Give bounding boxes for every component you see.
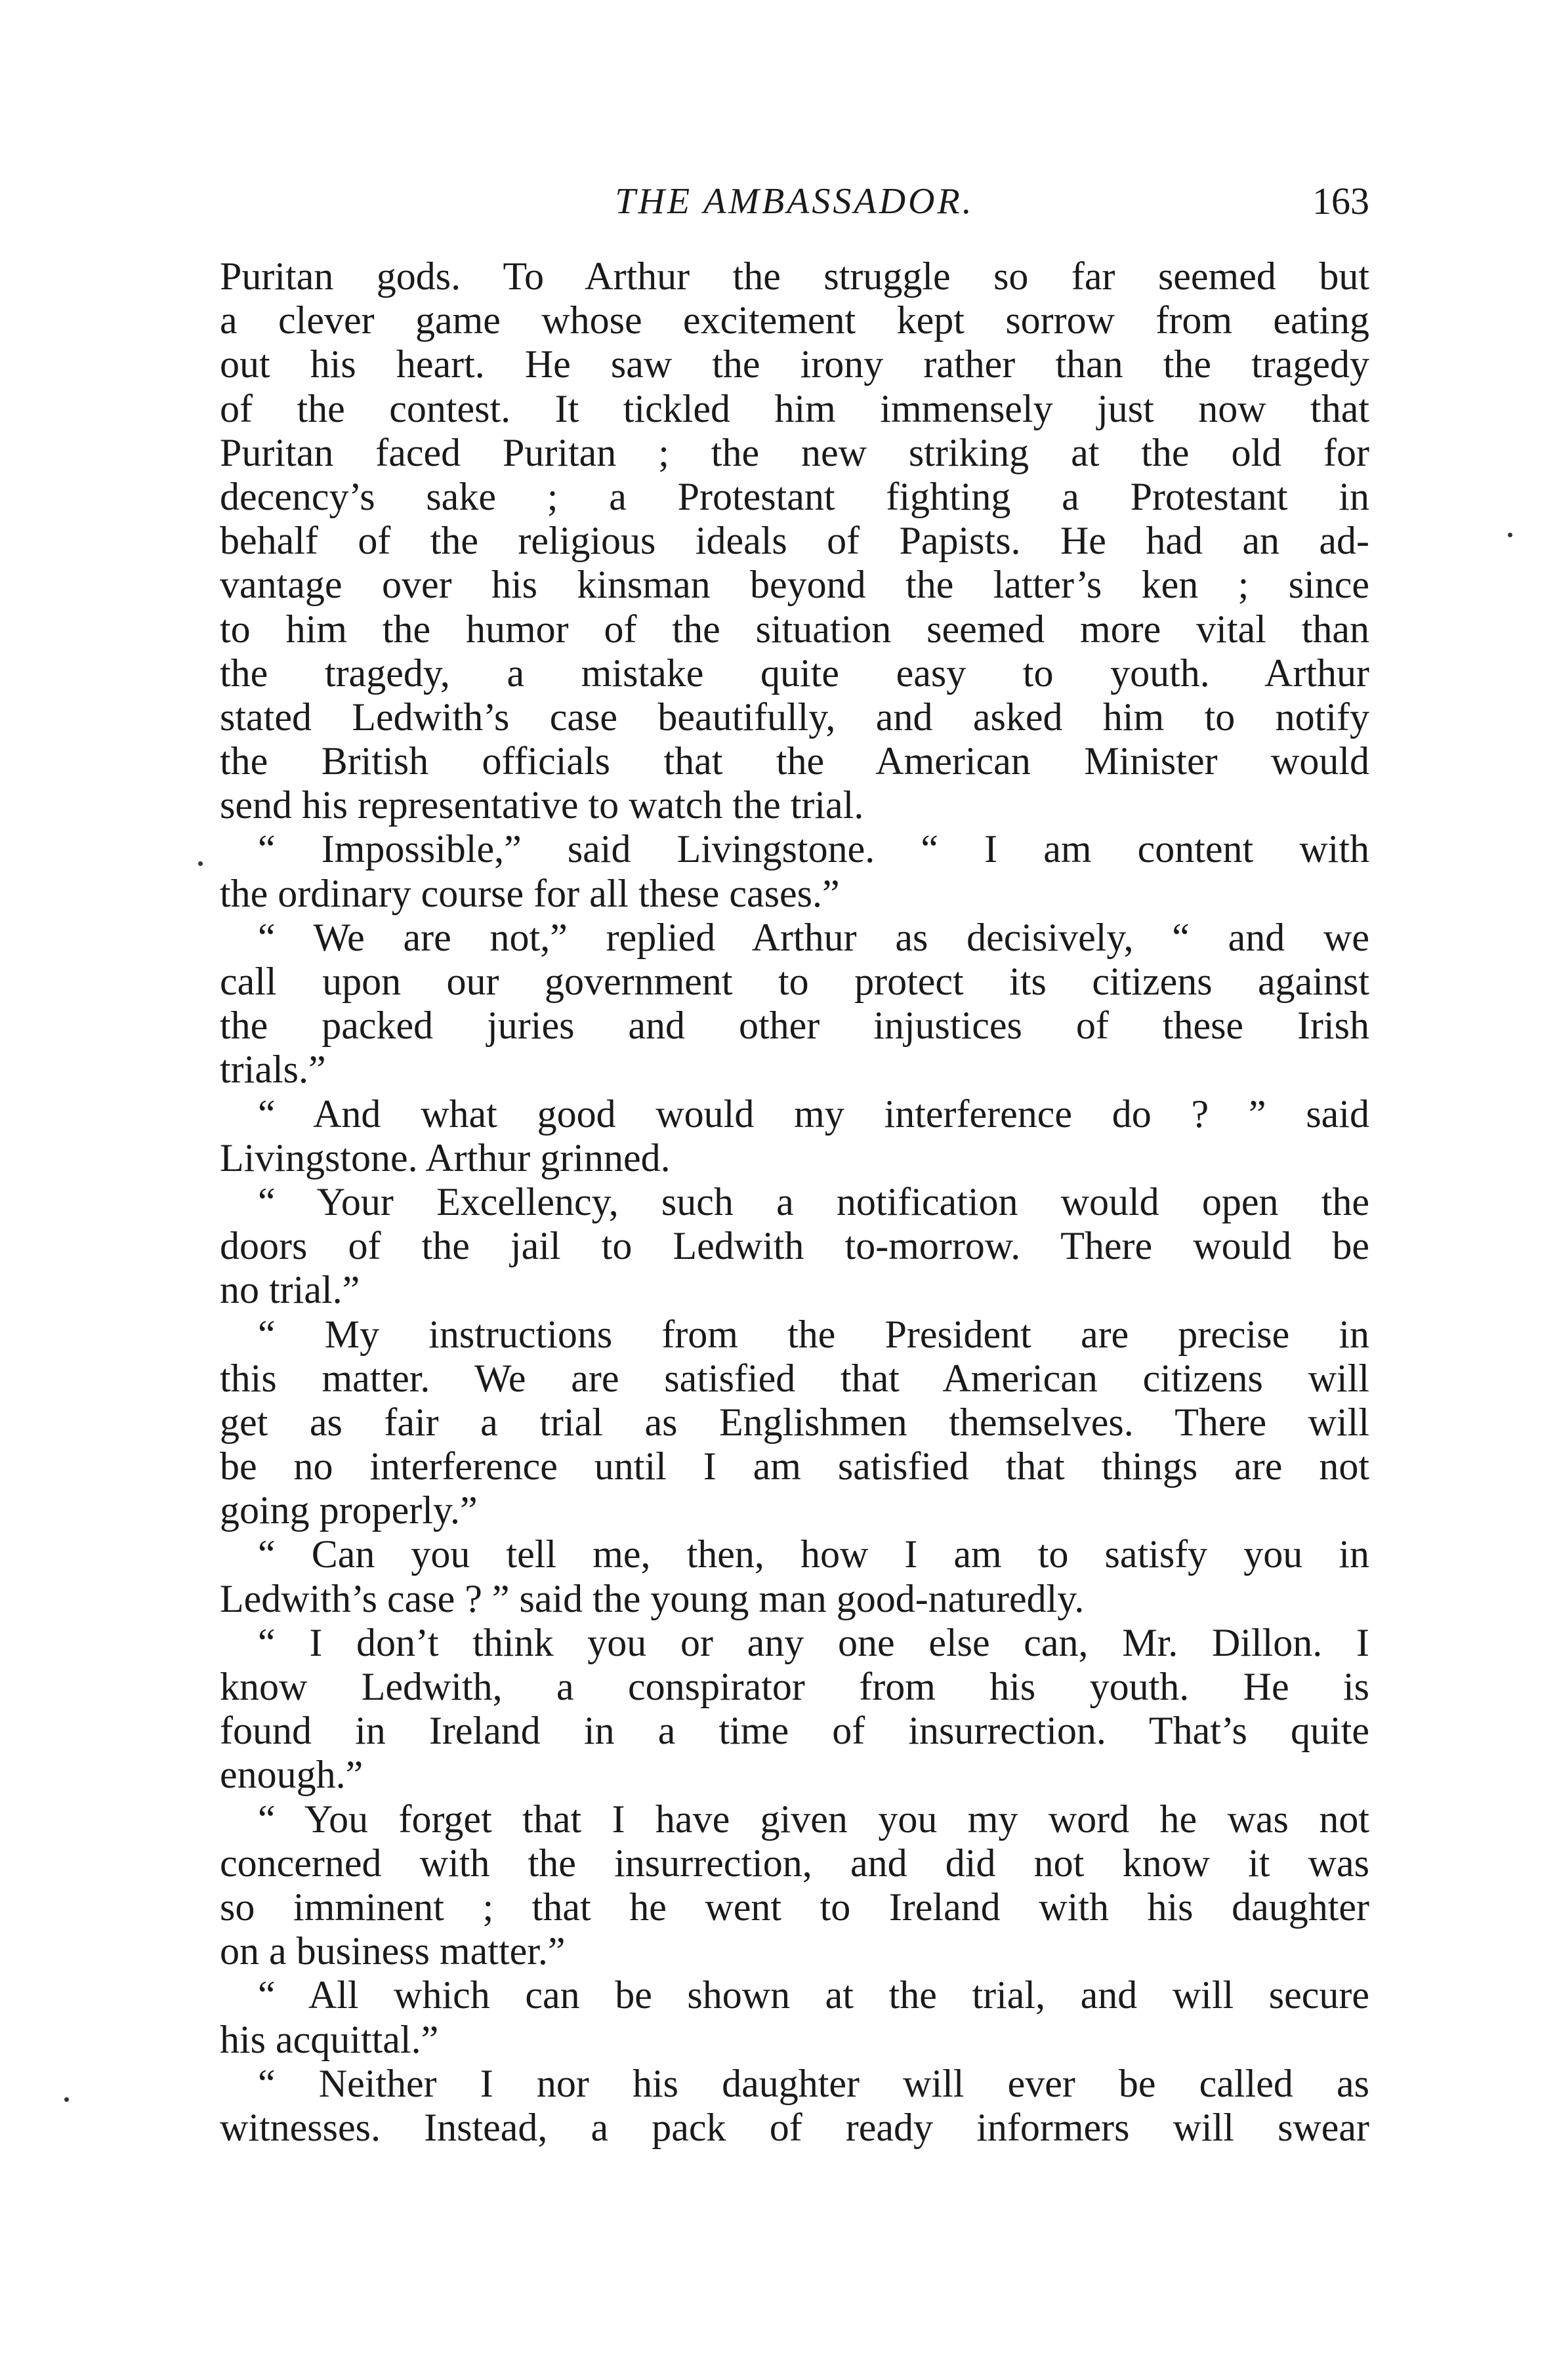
print-speck (64, 2097, 69, 2102)
text-line: decency’s sake ; a Protestant fighting a Protestant in (220, 474, 1369, 518)
text-line: “ My instructions from the President are precise in (258, 1312, 1369, 1356)
text-line: “ Neither I nor his daughter will ever be called as (258, 2061, 1369, 2105)
page-number: 163 (1312, 180, 1369, 222)
text-line: “ Your Excellency, such a notification would open the (258, 1180, 1369, 1223)
text-line: this matter. We are satisfied that American citizens will (220, 1356, 1369, 1400)
text-line: doors of the jail to Ledwith to-morrow. There would be (220, 1224, 1369, 1268)
text-line: get as fair a trial as Englishmen themselves. There will (220, 1400, 1369, 1444)
print-speck (198, 861, 203, 866)
text-line: Livingstone. Arthur grinned. (220, 1136, 671, 1180)
text-line: witnesses. Instead, a pack of ready informers will swear (220, 2105, 1369, 2149)
text-line: “ All which can be shown at the trial, and will secure (258, 1973, 1369, 2017)
text-line: found in Ireland in a time of insurrection. That’s quite (220, 1709, 1369, 1753)
text-line: so imminent ; that he went to Ireland with his daughter (220, 1885, 1369, 1929)
text-line: Puritan gods. To Arthur the struggle so far seemed but (220, 255, 1369, 298)
text-line: out his heart. He saw the irony rather than the tragedy (220, 342, 1369, 386)
text-line: on a business matter.” (220, 1929, 566, 1973)
text-line: trials.” (220, 1048, 326, 1092)
text-line: the ordinary course for all these cases.” (220, 871, 840, 915)
text-line: “ Impossible,” said Livingstone. “ I am content with (258, 827, 1369, 871)
text-line: behalf of the religious ideals of Papists. He had an ad- (220, 519, 1369, 563)
text-line: “ We are not,” replied Arthur as decisively, “ and we (258, 915, 1369, 959)
text-line: the tragedy, a mistake quite easy to youth. Arthur (220, 651, 1369, 695)
text-line: the British officials that the American Minister would (220, 739, 1369, 783)
text-line: “ Can you tell me, then, how I am to satisfy you in (258, 1532, 1369, 1576)
text-line: enough.” (220, 1753, 364, 1797)
text-line: “ And what good would my interference do ? ” said (258, 1092, 1369, 1136)
text-line: vantage over his kinsman beyond the latter’s ken ; since (220, 563, 1369, 607)
running-head (220, 172, 1369, 231)
text-line: going properly.” (220, 1488, 478, 1532)
text-line: call upon our government to protect its citizens against (220, 960, 1369, 1003)
running-title: THE AMBASSADOR. (615, 181, 974, 222)
text-line: a clever game whose excitement kept sorrow from eating (220, 298, 1369, 342)
text-line: send his representative to watch the trial. (220, 783, 864, 827)
text-line: be no interference until I am satisfied that things are not (220, 1445, 1369, 1488)
text-line: “ I don’t think you or any one else can, Mr. Dillon. I (258, 1620, 1369, 1664)
body-text (220, 255, 1369, 2150)
text-line: to him the humor of the situation seemed more vital than (220, 607, 1369, 651)
text-line: the packed juries and other injustices of these Irish (220, 1004, 1369, 1048)
text-line: concerned with the insurrection, and did not know it was (220, 1841, 1369, 1885)
print-speck (1508, 533, 1512, 537)
text-line: Puritan faced Puritan ; the new striking at the old for (220, 430, 1369, 474)
text-line: his acquittal.” (220, 2017, 439, 2061)
text-line: “ You forget that I have given you my word he was not (258, 1797, 1369, 1841)
text-line: of the contest. It tickled him immensely just now that (220, 386, 1369, 430)
text-line: know Ledwith, a conspirator from his youth. He is (220, 1665, 1369, 1708)
text-line: no trial.” (220, 1268, 360, 1312)
text-line: stated Ledwith’s case beautifully, and asked him to notify (220, 695, 1369, 739)
text-line: Ledwith’s case ? ” said the young man good-naturedly. (220, 1576, 1085, 1620)
